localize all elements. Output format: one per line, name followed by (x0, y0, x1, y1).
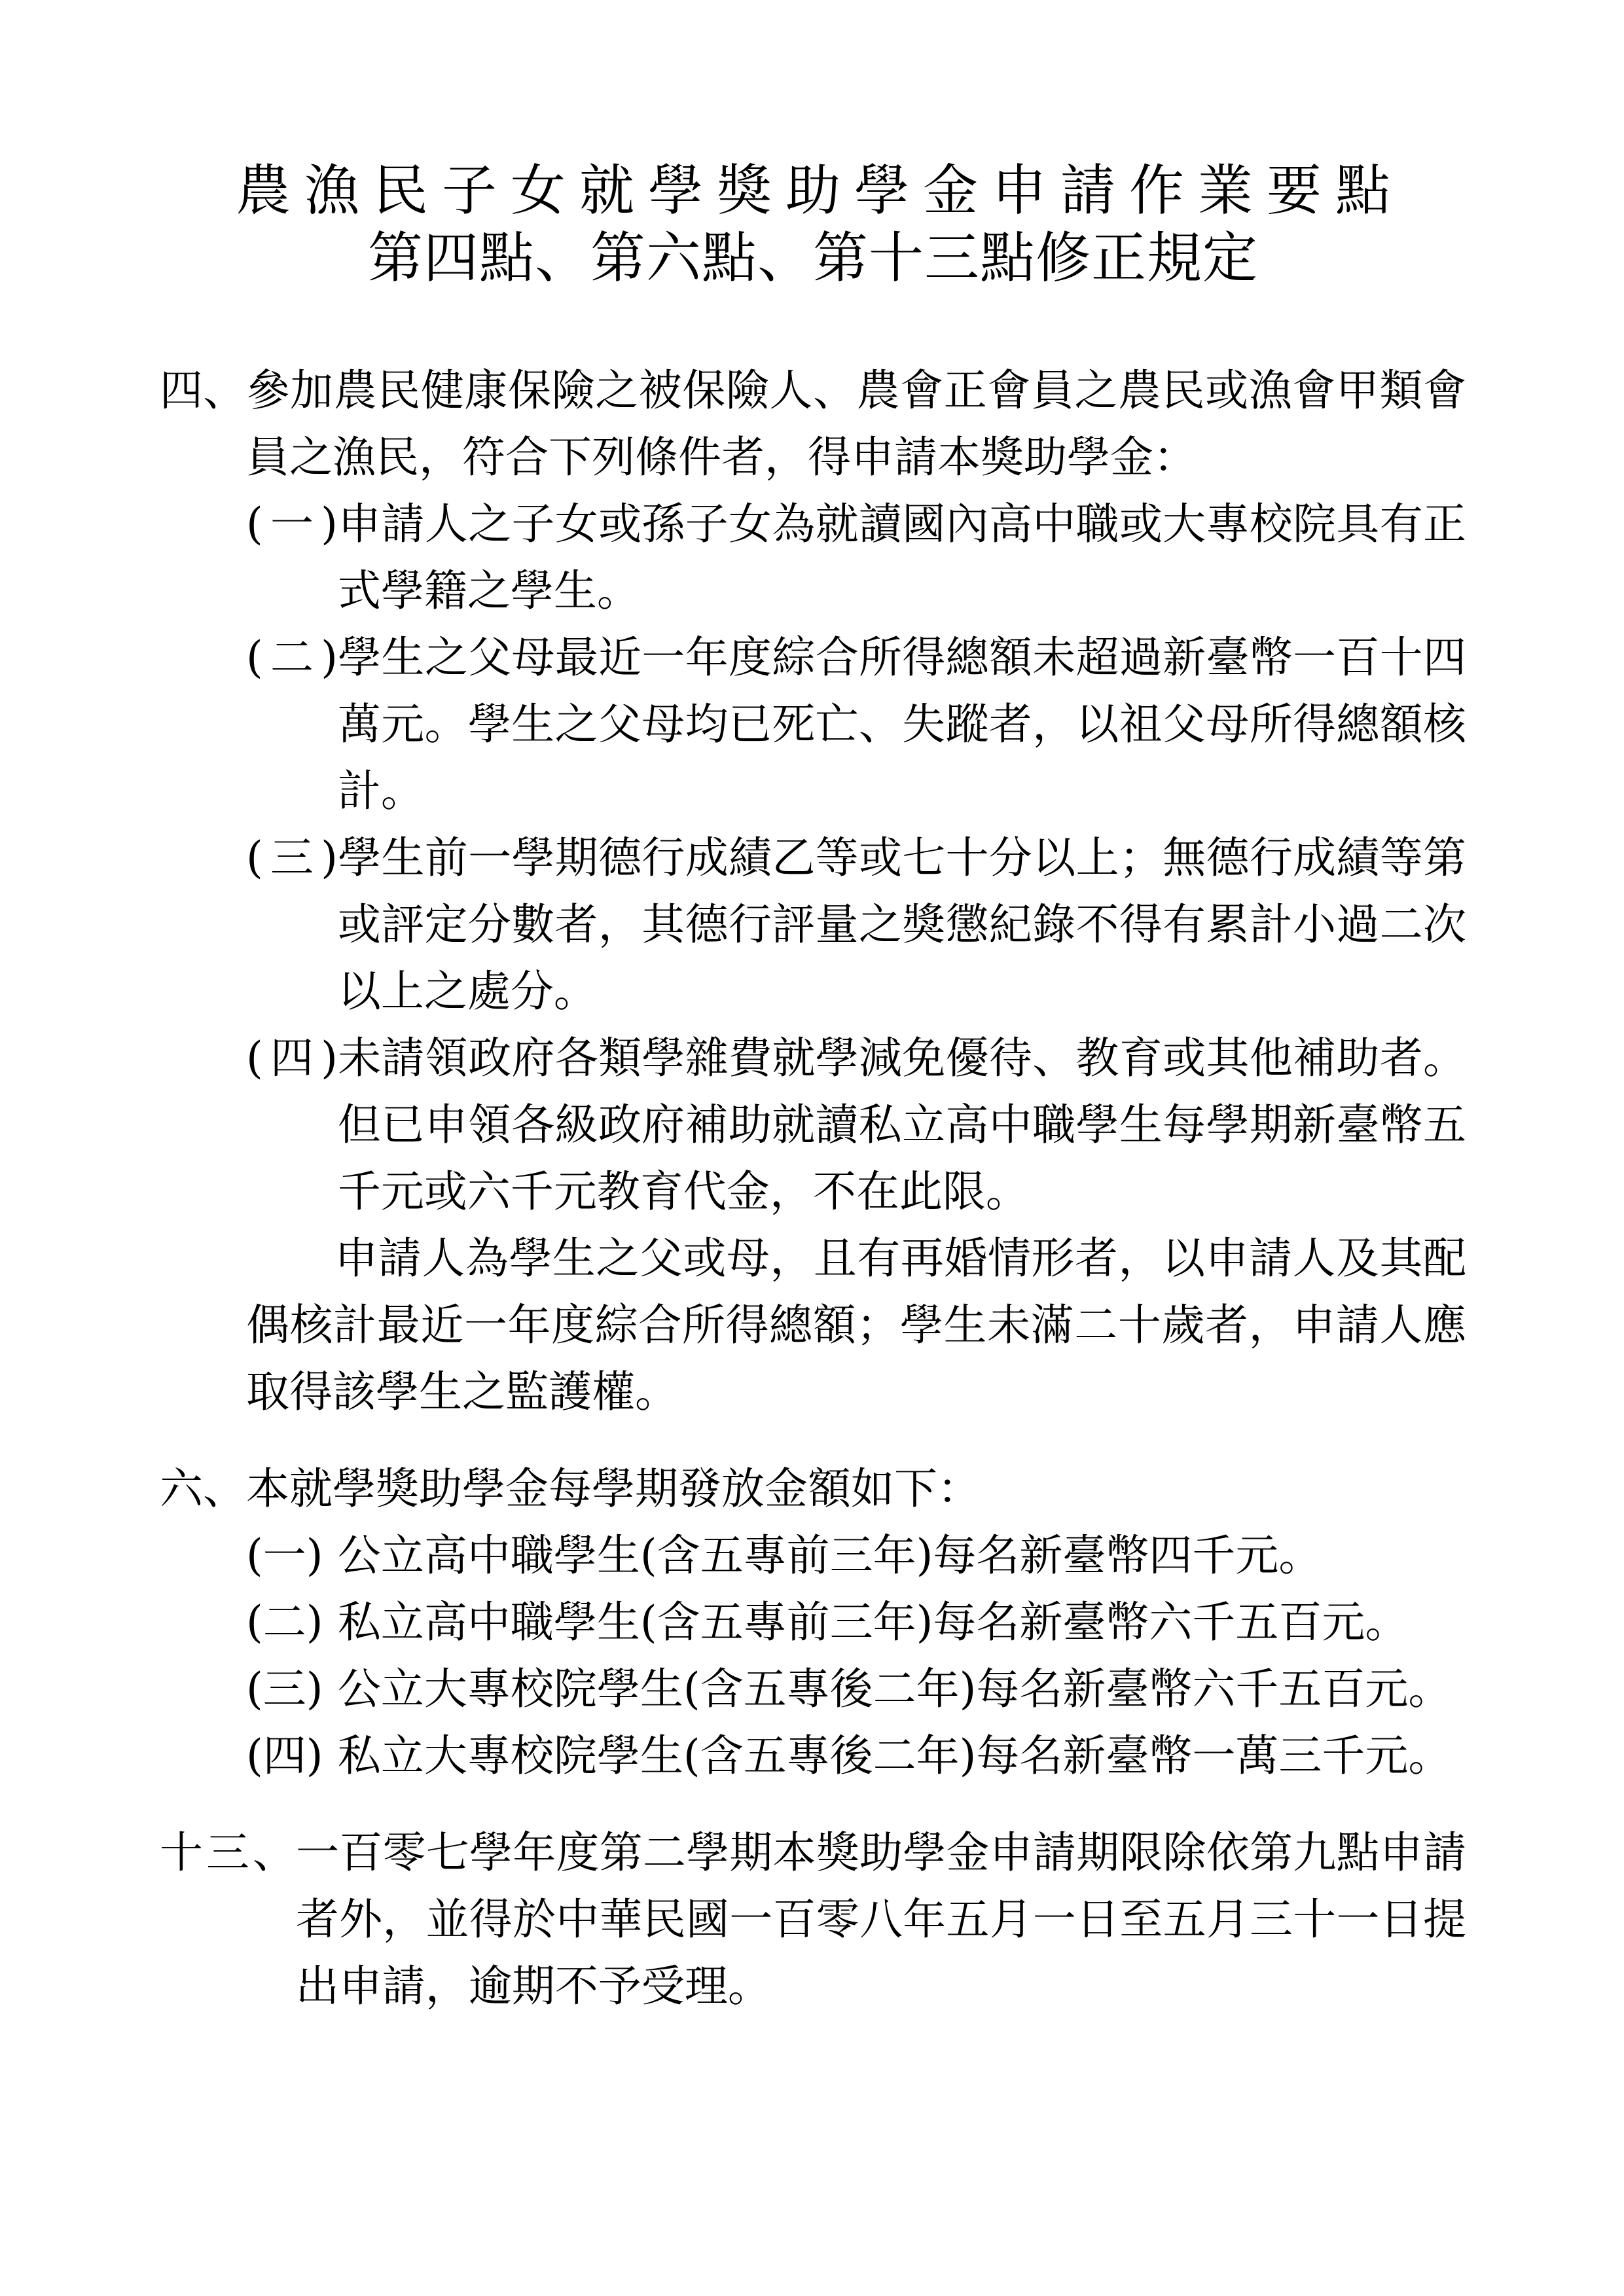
text-line: 以上之處分。 (337, 966, 597, 1016)
line-text: 一百零七學年度第二學期本獎助學金申請期限除依第九點申請 (295, 1827, 1466, 1878)
line-text: 參加農民健康保險之被保險人、農會正會員之農民或漁會甲類會 (246, 365, 1466, 416)
section-6 (160, 1456, 1466, 1789)
text-line: 但已申領各級政府補助就讀私立高中職學生每學期新臺幣五 (337, 1100, 1466, 1150)
text-line: 者外，並得於中華民國一百零八年五月一日至五月三十一日提 (295, 1894, 1466, 1945)
line-text: 私立大專校院學生(含五專後二年)每名新臺幣一萬三千元。 (337, 1731, 1452, 1781)
list-item-4 (246, 1025, 1466, 1092)
line-text: 未請領政府各類學雜費就學減免優待、教育或其他補助者。 (337, 1033, 1466, 1083)
section-number: 六、 (160, 1463, 246, 1514)
item-label: (三) (246, 833, 338, 883)
item-label: (二) (246, 1597, 323, 1647)
text-line: 出申請，逾期不予受理。 (295, 1961, 771, 2011)
item-label: (一) (246, 1530, 323, 1581)
line-text: 學生之父母最近一年度綜合所得總額未超過新臺幣一百十四 (337, 632, 1466, 683)
section-4 (160, 357, 1466, 1426)
list-item-4 (246, 1723, 1466, 1789)
text-line: 員之漁民，符合下列條件者，得申請本獎助學金： (246, 432, 1197, 482)
section-number: 十三、 (160, 1827, 296, 1878)
closing-paragraph-line: 偶核計最近一年度綜合所得總額；學生未滿二十歲者，申請人應 (246, 1300, 1466, 1350)
item-label: (二) (246, 632, 338, 683)
line-text: 公立高中職學生(含五專前三年)每名新臺幣四千元。 (337, 1530, 1322, 1581)
text-line (160, 1820, 1466, 1886)
text-line: 計。 (337, 766, 424, 816)
list-item-1 (246, 491, 1466, 558)
list-item-3 (246, 1656, 1466, 1723)
item-label: (四) (246, 1033, 338, 1083)
list-item-3 (246, 825, 1466, 891)
line-text: 學生前一學期德行成績乙等或七十分以上；無德行成績等第 (337, 833, 1466, 883)
text-line: 萬元。學生之父母均已死亡、失蹤者，以祖父母所得總額核 (337, 699, 1466, 749)
section-number: 四、 (160, 365, 246, 416)
title-line-1: 農漁民子女就學獎助學金申請作業要點 (235, 158, 1404, 223)
item-label: (四) (246, 1731, 323, 1781)
list-item-2 (246, 1589, 1466, 1656)
item-label: (一) (246, 499, 338, 549)
list-item-1 (246, 1522, 1466, 1589)
closing-paragraph-line: 取得該學生之監護權。 (246, 1367, 678, 1417)
title-line-2: 第四點、第六點、第十三點修正規定 (367, 226, 1258, 290)
section-13 (160, 1820, 1466, 2020)
item-label: (三) (246, 1664, 323, 1714)
text-line: 式學籍之學生。 (337, 565, 640, 616)
list-item-2 (246, 624, 1466, 691)
text-line: 千元或六千元教育代金，不在此限。 (337, 1166, 1029, 1217)
closing-paragraph-line: 申請人為學生之父或母，且有再婚情形者，以申請人及其配 (334, 1233, 1466, 1283)
line-text: 公立大專校院學生(含五專後二年)每名新臺幣六千五百元。 (337, 1664, 1452, 1714)
text-line (160, 357, 1466, 424)
line-text: 本就學獎助學金每學期發放金額如下： (246, 1463, 981, 1514)
text-line: 或評定分數者，其德行評量之獎懲紀錄不得有累計小過二次 (337, 899, 1466, 950)
line-text: 申請人之子女或孫子女為就讀國內高中職或大專校院具有正 (337, 499, 1466, 549)
document-title (160, 157, 1466, 292)
document-body (160, 357, 1466, 2020)
line-text: 私立高中職學生(含五專前三年)每名新臺幣六千五百元。 (337, 1597, 1409, 1647)
text-line (160, 1456, 1466, 1522)
